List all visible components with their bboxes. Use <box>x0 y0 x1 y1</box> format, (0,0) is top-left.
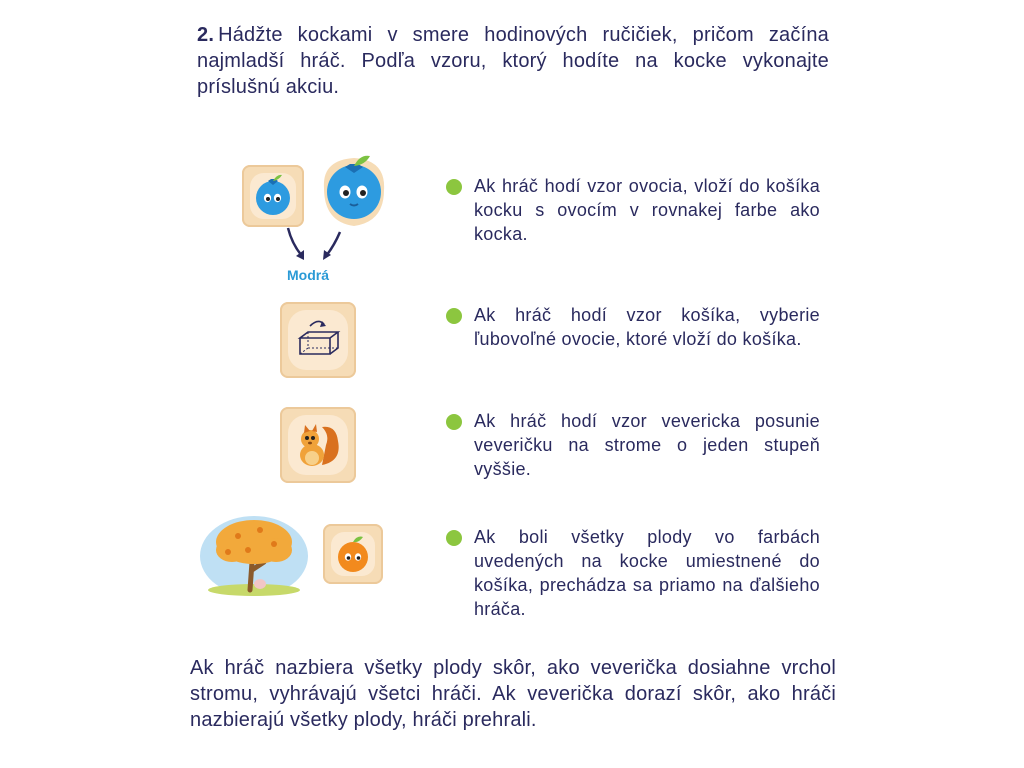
die-face-orange <box>323 524 383 584</box>
intro-text: Hádžte kockami v smere hodinových ručičiek, pričom začína najmladší hráč. Podľa vzoru, ktorý hodíte na kocke vykonajte príslušnú akciu. <box>197 24 829 98</box>
outro-paragraph: Ak hráč nazbiera všetky plody skôr, ako veverička dosiahne vrchol stromu, vyhrávajú všetci hráči. Ak veverička dorazí skôr, ako hráči nazbierajú všetky plody, hráči prehrali. <box>190 657 836 731</box>
squirrel-icon <box>280 407 356 483</box>
bullet-icon <box>446 179 462 195</box>
bullet-icon <box>446 308 462 324</box>
blueberry-icon <box>242 165 304 227</box>
die-face-blueberry <box>242 165 304 227</box>
basket-icon <box>280 302 356 378</box>
die-face-squirrel <box>280 407 356 483</box>
big-blueberry-icon <box>316 148 392 232</box>
die-face-basket <box>280 302 356 378</box>
intro-paragraph <box>197 22 829 100</box>
rule-basket-text: Ak hráč hodí vzor košíka, vyberie ľubovoľné ovocie, ktoré vloží do košíka. <box>474 305 820 349</box>
rule-squirrel-text: Ak hráč hodí vzor vevericka posunie veveričku na strome o jeden stupeň vyššie. <box>474 411 820 479</box>
orange-icon <box>323 524 383 584</box>
color-label: Modrá <box>287 267 329 283</box>
arrows-icon <box>280 226 350 266</box>
rule-all-collected-text: Ak boli všetky plody vo farbách uvedených na kocke umiestnené do košíka, prechádza sa priamo na ďalšieho hráča. <box>474 527 820 619</box>
tree-icon <box>198 512 310 598</box>
bullet-icon <box>446 530 462 546</box>
bullet-icon <box>446 414 462 430</box>
rule-fruit-text: Ak hráč hodí vzor ovocia, vloží do košíka kocku s ovocím v rovnakej farbe ako kocka. <box>474 176 820 244</box>
step-number: 2. <box>197 24 215 46</box>
